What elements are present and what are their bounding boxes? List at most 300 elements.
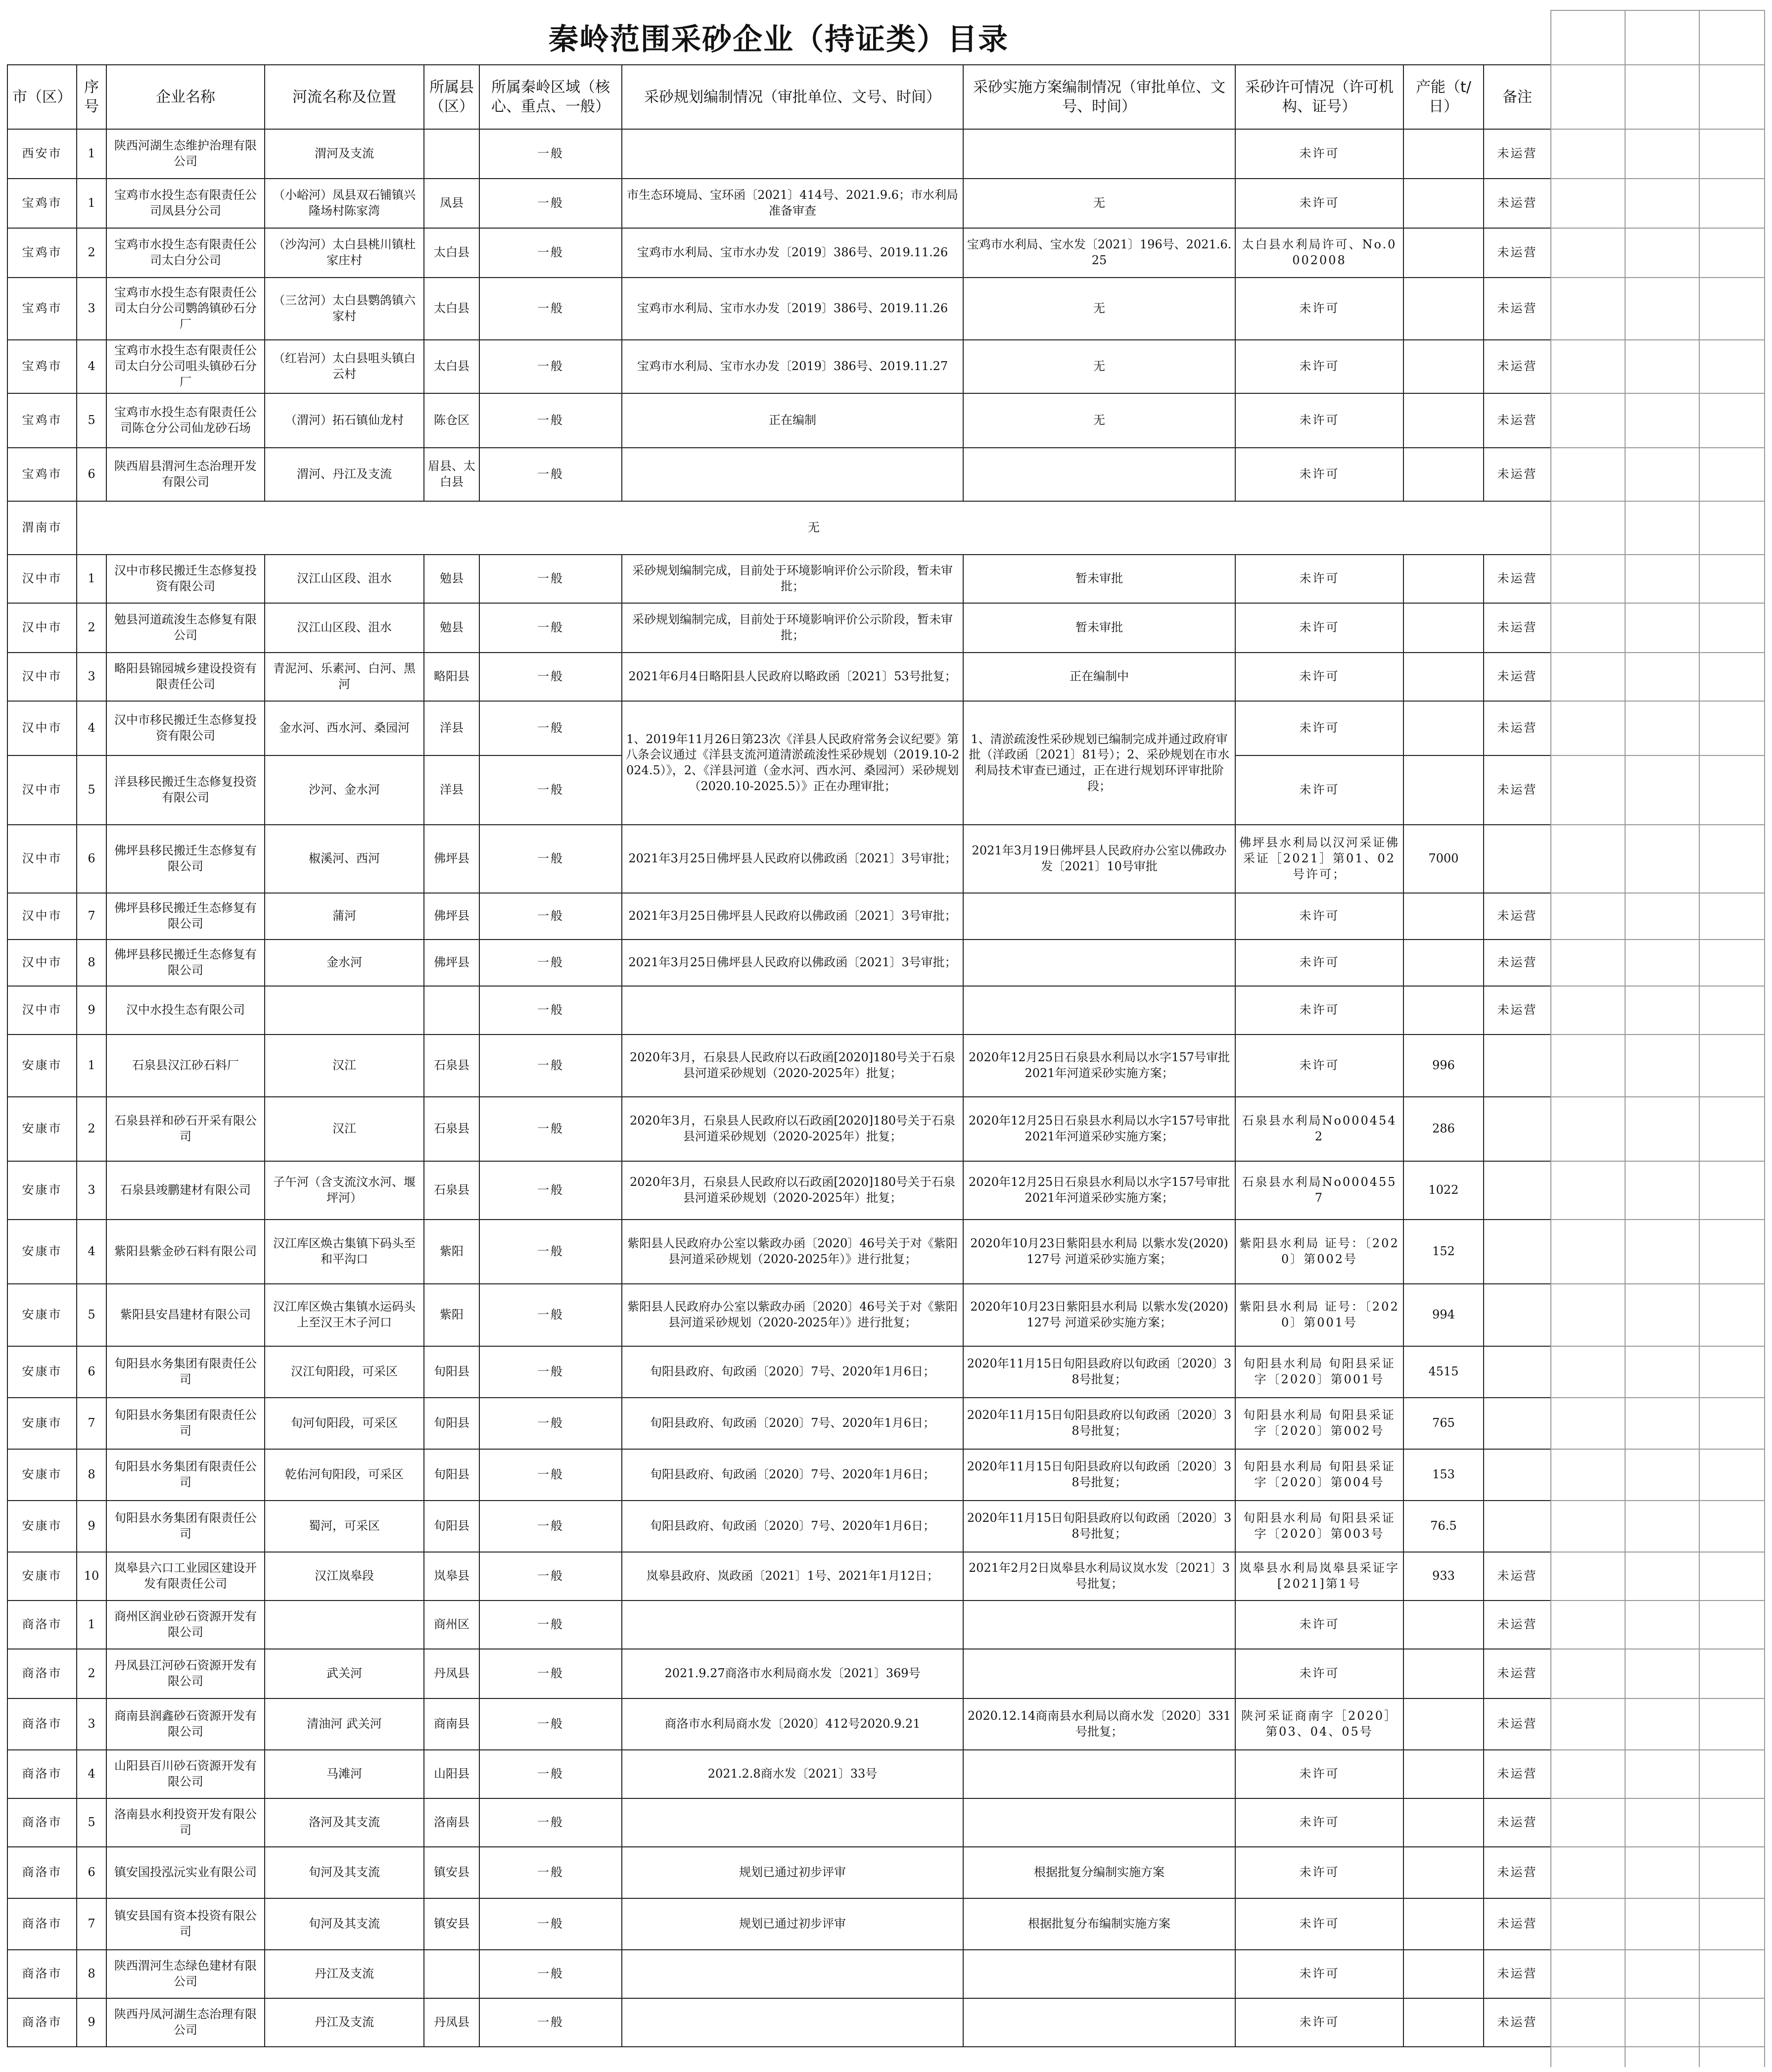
- grid-line-horizontal: [1550, 824, 1765, 825]
- cell-river: 椒溪河、西河: [265, 825, 424, 893]
- cell-permit: 旬阳县水利局 旬阳县采证字〔2020〕第001号: [1235, 1346, 1403, 1398]
- grid-line-horizontal: [1550, 393, 1765, 394]
- cell-city: 汉中市: [7, 755, 77, 825]
- cell-index: 7: [77, 1398, 106, 1449]
- cell-implementation: 无: [963, 278, 1235, 340]
- cell-river: 汉江旬阳段，可采区: [265, 1346, 424, 1398]
- cell-area: 一般: [479, 893, 622, 940]
- cell-city: 汉中市: [7, 653, 77, 701]
- grid-line-horizontal: [1550, 1798, 1765, 1799]
- cell-remark: 未运营: [1484, 228, 1551, 278]
- cell-city: 商洛市: [7, 1750, 77, 1798]
- cell-permit: 未许可: [1235, 278, 1403, 340]
- cell-implementation: 2020年12月25日石泉县水利局以水字157号审批2021年河道采砂实施方案；: [963, 1161, 1235, 1220]
- grid-line-horizontal: [1550, 1219, 1765, 1220]
- cell-implementation: 根据批复分编制实施方案: [963, 1847, 1235, 1898]
- cell-capacity: [1403, 940, 1484, 986]
- cell-company: 岚皋县六口工业园区建设开发有限责任公司: [106, 1552, 265, 1601]
- enterprise-directory-table: [7, 64, 1551, 2047]
- table-row: [7, 1161, 1551, 1220]
- cell-river: 青泥河、乐素河、白河、黑河: [265, 653, 424, 701]
- cell-county: 太白县: [424, 228, 479, 278]
- cell-permit: 未许可: [1235, 893, 1403, 940]
- cell-company: 略阳县锦园城乡建设投资有限责任公司: [106, 653, 265, 701]
- cell-city: 商洛市: [7, 1847, 77, 1898]
- cell-company: 石泉县汉江砂石料厂: [106, 1035, 265, 1097]
- cell-capacity: [1403, 701, 1484, 755]
- cell-plan: 规划已通过初步评审: [622, 1898, 963, 1950]
- cell-index: 1: [77, 1601, 106, 1649]
- cell-city: 西安市: [7, 129, 77, 179]
- grid-line-horizontal: [1550, 228, 1765, 229]
- cell-remark: [1484, 1097, 1551, 1161]
- cell-permit: 紫阳县水利局 证号：〔2020〕第002号: [1235, 1220, 1403, 1284]
- cell-permit: 未许可: [1235, 986, 1403, 1035]
- cell-city: 宝鸡市: [7, 278, 77, 340]
- cell-area: 一般: [479, 179, 622, 228]
- cell-plan: 市生态环境局、宝环函〔2021〕414号、2021.9.6；市水利局准备审查: [622, 179, 963, 228]
- cell-county: 岚皋县: [424, 1552, 479, 1601]
- cell-remark: 未运营: [1484, 1601, 1551, 1649]
- cell-index: 8: [77, 1449, 106, 1501]
- cell-river: 蜀河，可采区: [265, 1501, 424, 1552]
- cell-river: 旬河旬阳段，可采区: [265, 1398, 424, 1449]
- cell-remark: 未运营: [1484, 278, 1551, 340]
- cell-county: 镇安县: [424, 1898, 479, 1950]
- cell-plan: 2020年3月，石泉县人民政府以石政函[2020]180号关于石泉县河道采砂规划（2020-2025年）批复；: [622, 1161, 963, 1220]
- cell-remark: [1484, 1220, 1551, 1284]
- cell-index: 9: [77, 1998, 106, 2047]
- cell-area: 一般: [479, 940, 622, 986]
- cell-company: 陕西渭河生态绿色建材有限公司: [106, 1950, 265, 1998]
- cell-permit: 未许可: [1235, 179, 1403, 228]
- cell-permit: 未许可: [1235, 603, 1403, 653]
- cell-permit: 未许可: [1235, 1798, 1403, 1847]
- table-row: [7, 1449, 1551, 1501]
- header-river: 河流名称及位置: [265, 65, 424, 129]
- cell-plan: 紫阳县人民政府办公室以紫政办函〔2020〕46号关于对《紫阳县河道采砂规划（2020-2025年）》进行批复；: [622, 1220, 963, 1284]
- cell-remark: 未运营: [1484, 1552, 1551, 1601]
- header-qinling-area: 所属秦岭区域（核心、重点、一般）: [479, 65, 622, 129]
- cell-county: [424, 129, 479, 179]
- cell-remark: 未运营: [1484, 986, 1551, 1035]
- grid-line-horizontal: [1550, 10, 1765, 11]
- cell-county: 镇安县: [424, 1847, 479, 1898]
- cell-river: 汉江: [265, 1035, 424, 1097]
- cell-county: 丹凤县: [424, 1998, 479, 2047]
- table-row: [7, 278, 1551, 340]
- cell-capacity: [1403, 1950, 1484, 1998]
- cell-remark: 未运营: [1484, 755, 1551, 825]
- header-remark: 备注: [1484, 65, 1551, 129]
- cell-city: 汉中市: [7, 825, 77, 893]
- cell-implementation: 暂未审批: [963, 603, 1235, 653]
- cell-permit: 未许可: [1235, 1950, 1403, 1998]
- table-row: [7, 653, 1551, 701]
- cell-company: 石泉县祥和砂石开采有限公司: [106, 1097, 265, 1161]
- cell-city: 宝鸡市: [7, 228, 77, 278]
- cell-company: 汉中市移民搬迁生态修复投资有限公司: [106, 555, 265, 603]
- cell-river: 金水河、西水河、桑园河: [265, 701, 424, 755]
- cell-plan: 采砂规划编制完成，目前处于环境影响评价公示阶段，暂未审批；: [622, 555, 963, 603]
- grid-line-horizontal: [1550, 1161, 1765, 1162]
- cell-implementation: 2020年10月23日紫阳县水利局 以紫水发(2020) 127号 河道采砂实施方案；: [963, 1220, 1235, 1284]
- table-row: [7, 986, 1551, 1035]
- cell-county: 丹凤县: [424, 1649, 479, 1698]
- grid-line-vertical: [1764, 10, 1765, 2067]
- cell-capacity: [1403, 986, 1484, 1035]
- cell-permit: 未许可: [1235, 1998, 1403, 2047]
- cell-river: 汉江山区段、沮水: [265, 555, 424, 603]
- cell-river: 旬河及其支流: [265, 1898, 424, 1950]
- cell-city: 安康市: [7, 1501, 77, 1552]
- cell-plan: 2020年3月，石泉县人民政府以石政函[2020]180号关于石泉县河道采砂规划（2020-2025年）批复；: [622, 1097, 963, 1161]
- cell-permit: 佛坪县水利局以汉河采证佛采证［2021］第01、02号许可；: [1235, 825, 1403, 893]
- cell-remark: [1484, 1449, 1551, 1501]
- cell-permit: 未许可: [1235, 1750, 1403, 1798]
- cell-company: 旬阳县水务集团有限责任公司: [106, 1346, 265, 1398]
- cell-company: 汉中市移民搬迁生态修复投资有限公司: [106, 701, 265, 755]
- cell-county: 眉县、太白县: [424, 448, 479, 501]
- cell-plan: 2021年3月25日佛坪县人民政府以佛政函〔2021〕3号审批；: [622, 893, 963, 940]
- cell-permit: 未许可: [1235, 1035, 1403, 1097]
- cell-river: （渭河）拓石镇仙龙村: [265, 393, 424, 448]
- table-row: [7, 340, 1551, 393]
- table-row: [7, 1998, 1551, 2047]
- grid-line-horizontal: [1550, 1949, 1765, 1950]
- cell-city: 商洛市: [7, 1950, 77, 1998]
- cell-area: 一般: [479, 1501, 622, 1552]
- cell-remark: 未运营: [1484, 1698, 1551, 1750]
- cell-implementation: 2020年11月15日旬阳县政府以旬政函〔2020〕38号批复；: [963, 1398, 1235, 1449]
- table-header-row: [7, 65, 1551, 129]
- table-row: [7, 1035, 1551, 1097]
- cell-implementation: [963, 1798, 1235, 1847]
- table-row-weinan: [7, 501, 1551, 555]
- cell-river: 蒲河: [265, 893, 424, 940]
- cell-area: 一般: [479, 701, 622, 755]
- cell-area: 一般: [479, 1552, 622, 1601]
- cell-river: （小峪河）凤县双石铺镇兴隆场村陈家湾: [265, 179, 424, 228]
- cell-area: 一般: [479, 1220, 622, 1284]
- cell-river: 武关河: [265, 1649, 424, 1698]
- cell-city: 安康市: [7, 1346, 77, 1398]
- cell-company: 佛坪县移民搬迁生态修复有限公司: [106, 893, 265, 940]
- cell-implementation: [963, 893, 1235, 940]
- grid-line-horizontal: [1550, 64, 1765, 65]
- cell-index: 2: [77, 1097, 106, 1161]
- header-index: 序号: [77, 65, 106, 129]
- cell-county: 石泉县: [424, 1035, 479, 1097]
- cell-plan: 旬阳县政府、旬政函〔2020〕7号、2020年1月6日；: [622, 1346, 963, 1398]
- cell-permit: 紫阳县水利局 证号：〔2020〕第001号: [1235, 1284, 1403, 1346]
- cell-city: 汉中市: [7, 940, 77, 986]
- cell-plan: 2020年3月，石泉县人民政府以石政函[2020]180号关于石泉县河道采砂规划（2020-2025年）批复；: [622, 1035, 963, 1097]
- cell-permit: 岚皋县水利局岚皋县采证字[2021]第1号: [1235, 1552, 1403, 1601]
- cell-capacity: [1403, 393, 1484, 448]
- cell-company: 宝鸡市水投生态有限责任公司太白分公司鹦鸽镇砂石分厂: [106, 278, 265, 340]
- cell-index: 4: [77, 340, 106, 393]
- cell-county: 旬阳县: [424, 1449, 479, 1501]
- cell-area: 一般: [479, 1284, 622, 1346]
- cell-index: 6: [77, 448, 106, 501]
- table-row: [7, 603, 1551, 653]
- cell-index: 6: [77, 1346, 106, 1398]
- grid-line-horizontal: [1550, 339, 1765, 340]
- grid-line-horizontal: [1550, 277, 1765, 278]
- cell-company: 镇安县国有资本投资有限公司: [106, 1898, 265, 1950]
- cell-index: 2: [77, 228, 106, 278]
- cell-county: 旬阳县: [424, 1398, 479, 1449]
- cell-permit: 陕河采证商南字［2020］第03、04、05号: [1235, 1698, 1403, 1750]
- cell-plan: 宝鸡市水利局、宝市水办发〔2019〕386号、2019.11.26: [622, 228, 963, 278]
- cell-city: 汉中市: [7, 555, 77, 603]
- cell-city: 安康市: [7, 1284, 77, 1346]
- cell-company: 石泉县竣鹏建材有限公司: [106, 1161, 265, 1220]
- cell-city: 宝鸡市: [7, 340, 77, 393]
- cell-permit: 未许可: [1235, 653, 1403, 701]
- cell-plan: [622, 448, 963, 501]
- cell-company: 宝鸡市水投生态有限责任公司太白分公司: [106, 228, 265, 278]
- cell-index: 2: [77, 603, 106, 653]
- cell-county: [424, 1950, 479, 1998]
- cell-plan: 正在编制: [622, 393, 963, 448]
- cell-capacity: [1403, 893, 1484, 940]
- grid-line-horizontal: [1550, 1449, 1765, 1450]
- cell-implementation-merged: 1、清淤疏浚性采砂规划已编制完成并通过政府审批（洋政函〔2021〕81号）；2、采砂规划在市水利局技术审查已通过，正在进行规划环评审批阶段；: [963, 701, 1235, 825]
- cell-city: 汉中市: [7, 603, 77, 653]
- cell-index: 1: [77, 1035, 106, 1097]
- cell-area: 一般: [479, 1950, 622, 1998]
- cell-plan: [622, 1950, 963, 1998]
- cell-capacity: 76.5: [1403, 1501, 1484, 1552]
- cell-remark: 未运营: [1484, 129, 1551, 179]
- cell-capacity: [1403, 1649, 1484, 1698]
- grid-line-horizontal: [1550, 1846, 1765, 1847]
- cell-remark: [1484, 1161, 1551, 1220]
- cell-implementation: [963, 986, 1235, 1035]
- cell-capacity: 1022: [1403, 1161, 1484, 1220]
- cell-implementation: [963, 1649, 1235, 1698]
- grid-line-horizontal: [1550, 1283, 1765, 1284]
- header-permit: 采砂许可情况（许可机构、证号）: [1235, 65, 1403, 129]
- cell-index: 3: [77, 1161, 106, 1220]
- cell-index: 1: [77, 179, 106, 228]
- cell-area: 一般: [479, 1398, 622, 1449]
- cell-river: 清油河 武关河: [265, 1698, 424, 1750]
- grid-line-horizontal: [1550, 986, 1765, 987]
- cell-capacity: 286: [1403, 1097, 1484, 1161]
- cell-capacity: 933: [1403, 1552, 1484, 1601]
- cell-capacity: 153: [1403, 1449, 1484, 1501]
- grid-line-horizontal: [1550, 1096, 1765, 1097]
- cell-city: 安康市: [7, 1097, 77, 1161]
- grid-line-horizontal: [1550, 1998, 1765, 1999]
- cell-index: 8: [77, 1950, 106, 1998]
- cell-river: 沙河、金水河: [265, 755, 424, 825]
- cell-index: 3: [77, 1698, 106, 1750]
- cell-remark: 未运营: [1484, 1898, 1551, 1950]
- cell-area: 一般: [479, 986, 622, 1035]
- cell-capacity: [1403, 129, 1484, 179]
- table-row: [7, 448, 1551, 501]
- cell-city: 安康市: [7, 1398, 77, 1449]
- cell-area: 一般: [479, 448, 622, 501]
- cell-area: 一般: [479, 555, 622, 603]
- cell-permit: 未许可: [1235, 129, 1403, 179]
- cell-capacity: [1403, 1798, 1484, 1847]
- cell-plan: 2021年6月4日略阳县人民政府以略政函〔2021〕53号批复；: [622, 653, 963, 701]
- cell-implementation: 无: [963, 179, 1235, 228]
- grid-line-horizontal: [1550, 447, 1765, 448]
- cell-river: 渭河、丹江及支流: [265, 448, 424, 501]
- cell-plan: 商洛市水利局商水发〔2020〕412号2020.9.21: [622, 1698, 963, 1750]
- cell-area: 一般: [479, 1097, 622, 1161]
- cell-county: 勉县: [424, 603, 479, 653]
- cell-company: 旬阳县水务集团有限责任公司: [106, 1449, 265, 1501]
- cell-county: 太白县: [424, 340, 479, 393]
- table-row: [7, 701, 1551, 755]
- cell-area: 一般: [479, 825, 622, 893]
- grid-line-horizontal: [1550, 1749, 1765, 1750]
- cell-remark: 未运营: [1484, 893, 1551, 940]
- cell-plan: [622, 1601, 963, 1649]
- cell-city: 商洛市: [7, 1601, 77, 1649]
- cell-remark: 未运营: [1484, 1950, 1551, 1998]
- cell-company: 商南县润鑫砂石资源开发有限公司: [106, 1698, 265, 1750]
- cell-index: 8: [77, 940, 106, 986]
- cell-plan: 旬阳县政府、旬政函〔2020〕7号、2020年1月6日；: [622, 1398, 963, 1449]
- cell-area: 一般: [479, 755, 622, 825]
- table-row: [7, 555, 1551, 603]
- cell-company: 洋县移民搬迁生态修复投资有限公司: [106, 755, 265, 825]
- cell-remark: [1484, 1284, 1551, 1346]
- cell-river: （沙沟河）太白县桃川镇杜家庄村: [265, 228, 424, 278]
- cell-permit: 未许可: [1235, 393, 1403, 448]
- cell-company: 旬阳县水务集团有限责任公司: [106, 1398, 265, 1449]
- cell-capacity: [1403, 278, 1484, 340]
- table-row: [7, 1798, 1551, 1847]
- cell-merged-none: 无: [77, 501, 1551, 555]
- cell-index: 3: [77, 653, 106, 701]
- cell-county: 勉县: [424, 555, 479, 603]
- cell-index: 9: [77, 1501, 106, 1552]
- cell-index: 2: [77, 1649, 106, 1698]
- cell-city: 宝鸡市: [7, 393, 77, 448]
- cell-remark: 未运营: [1484, 603, 1551, 653]
- grid-line-horizontal: [1550, 939, 1765, 940]
- cell-area: 一般: [479, 129, 622, 179]
- cell-company: 勉县河道疏浚生态修复有限公司: [106, 603, 265, 653]
- cell-permit: 未许可: [1235, 448, 1403, 501]
- cell-permit: 未许可: [1235, 340, 1403, 393]
- grid-line-horizontal: [1550, 652, 1765, 653]
- cell-remark: 未运营: [1484, 940, 1551, 986]
- grid-line-vertical: [1699, 10, 1700, 2067]
- grid-line-horizontal: [1550, 1898, 1765, 1899]
- cell-index: 3: [77, 278, 106, 340]
- cell-plan: 旬阳县政府、旬政函〔2020〕7号、2020年1月6日；: [622, 1449, 963, 1501]
- cell-capacity: 765: [1403, 1398, 1484, 1449]
- cell-permit: 未许可: [1235, 755, 1403, 825]
- cell-city: 商洛市: [7, 1649, 77, 1698]
- grid-line-horizontal: [1550, 603, 1765, 604]
- cell-area: 一般: [479, 1649, 622, 1698]
- cell-remark: 未运营: [1484, 701, 1551, 755]
- grid-line-horizontal: [1550, 1397, 1765, 1398]
- cell-implementation: 2021年3月19日佛坪县人民政府办公室以佛政办发〔2021〕10号审批: [963, 825, 1235, 893]
- cell-city: 商洛市: [7, 1998, 77, 2047]
- cell-permit: 未许可: [1235, 1847, 1403, 1898]
- cell-city: 宝鸡市: [7, 448, 77, 501]
- cell-implementation: 2020年11月15日旬阳县政府以旬政函〔2020〕38号批复；: [963, 1449, 1235, 1501]
- cell-area: 一般: [479, 1798, 622, 1847]
- cell-river: （三岔河）太白县鹦鸽镇六家村: [265, 278, 424, 340]
- cell-capacity: [1403, 1898, 1484, 1950]
- cell-implementation: [963, 940, 1235, 986]
- cell-city: 安康市: [7, 1449, 77, 1501]
- cell-company: 紫阳县紫金砂石料有限公司: [106, 1220, 265, 1284]
- cell-implementation: 2020年12月25日石泉县水利局以水字157号审批2021年河道采砂实施方案；: [963, 1035, 1235, 1097]
- cell-county: 佛坪县: [424, 940, 479, 986]
- cell-area: 一般: [479, 1750, 622, 1798]
- cell-implementation: 2020年11月15日旬阳县政府以旬政函〔2020〕38号批复；: [963, 1501, 1235, 1552]
- cell-river: （红岩河）太白县咀头镇白云村: [265, 340, 424, 393]
- cell-company: 丹凤县江河砂石资源开发有限公司: [106, 1649, 265, 1698]
- cell-city: 商洛市: [7, 1898, 77, 1950]
- cell-implementation: 暂未审批: [963, 555, 1235, 603]
- cell-city: 安康市: [7, 1161, 77, 1220]
- cell-plan-merged: 1、2019年11月26日第23次《洋县人民政府常务会议纪要》第八条会议通过《洋县支流河道清淤疏浚性采砂规划（2019.10-2024.5）》，2、《洋县河道（金水河、西水河、桑园河）采砂规划（2020.10-2025.5）》正在办理审批；: [622, 701, 963, 825]
- table-row: [7, 1698, 1551, 1750]
- cell-capacity: [1403, 1750, 1484, 1798]
- cell-area: 一般: [479, 1998, 622, 2047]
- cell-permit: 旬阳县水利局 旬阳县采证字〔2020〕第004号: [1235, 1449, 1403, 1501]
- table-row: [7, 825, 1551, 893]
- cell-city: 宝鸡市: [7, 179, 77, 228]
- cell-remark: 未运营: [1484, 448, 1551, 501]
- cell-permit: 未许可: [1235, 940, 1403, 986]
- cell-permit: 石泉县水利局No0004542: [1235, 1097, 1403, 1161]
- cell-river: [265, 986, 424, 1035]
- grid-line-horizontal: [1550, 1648, 1765, 1649]
- grid-line-horizontal: [1550, 1698, 1765, 1699]
- cell-capacity: [1403, 555, 1484, 603]
- table-row: [7, 1346, 1551, 1398]
- cell-county: 商南县: [424, 1698, 479, 1750]
- cell-area: 一般: [479, 1698, 622, 1750]
- cell-remark: 未运营: [1484, 393, 1551, 448]
- grid-line-horizontal: [1550, 129, 1765, 130]
- cell-county: 紫阳: [424, 1220, 479, 1284]
- cell-remark: 未运营: [1484, 653, 1551, 701]
- grid-line-horizontal: [1550, 1034, 1765, 1035]
- table-row: [7, 1552, 1551, 1601]
- cell-city: 安康市: [7, 1220, 77, 1284]
- cell-remark: 未运营: [1484, 340, 1551, 393]
- cell-implementation: [963, 1998, 1235, 2047]
- grid-line-vertical: [1625, 10, 1626, 2067]
- cell-river: 汉江岚皋段: [265, 1552, 424, 1601]
- cell-river: 子午河（含支流汶水河、堰坪河）: [265, 1161, 424, 1220]
- cell-river: 丹江及支流: [265, 1950, 424, 1998]
- cell-remark: 未运营: [1484, 1750, 1551, 1798]
- table-row: [7, 1284, 1551, 1346]
- cell-implementation: 根据批复分布编制实施方案: [963, 1898, 1235, 1950]
- cell-company: 佛坪县移民搬迁生态修复有限公司: [106, 940, 265, 986]
- cell-city: 汉中市: [7, 986, 77, 1035]
- cell-county: 山阳县: [424, 1750, 479, 1798]
